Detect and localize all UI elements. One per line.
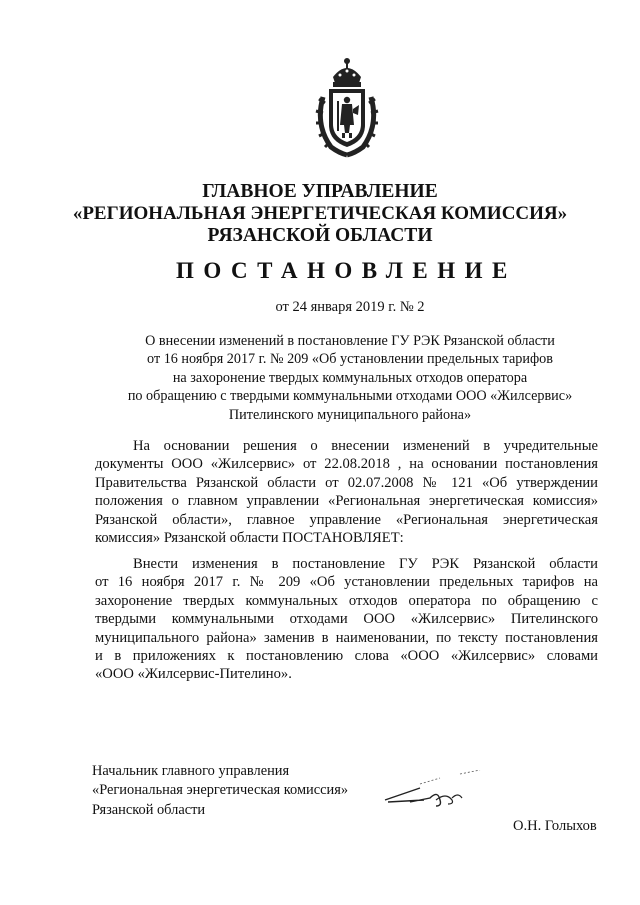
signatory-position-line: Начальник главного управления [92,763,290,779]
signatory-position-line: Рязанской области [92,801,206,818]
subject-line: Пителинского муниципального района» [228,406,472,423]
body-line: Рязанской области», главное управление «Региональная энергетическая [95,511,598,528]
subject-line: по обращению с твердыми коммунальными отходами ООО «Жилсервис» [127,388,573,405]
organization-name-line3: РЯЗАНСКОЙ ОБЛАСТИ [207,225,433,246]
body-line: комиссия» Рязанской области ПОСТАНОВЛЯЕТ: [95,529,404,546]
body-line: захоронение твердых коммунальных отходов оператора по обращению с [95,592,598,609]
body-line: и в приложениях к постановлению слова «ООО «Жилсервис» словами [95,647,598,664]
document-type-title: ПОСТАНОВЛЕНИЕ [176,258,517,283]
signatory-position-line: «Региональная энергетическая комиссия» [92,782,349,799]
body-line: На основании решения о внесении изменений в учредительные [133,438,598,454]
body-line: твердыми коммунальными отходами ООО «Жилсервис» Пителинского [95,611,598,628]
coat-of-arms-icon [309,55,385,159]
subject-line: от 16 ноября 2017 г. № 209 «Об установлении предельных тарифов [147,351,553,368]
subject-line: на захоронение твердых коммунальных отходов оператора [172,369,528,386]
document-subject [110,332,590,424]
body-line: «ООО «Жилсервис-Пителино». [95,666,292,683]
body-line: положения о главном управлении «Региональная энергетическая комиссия» [95,493,598,510]
resolution-paragraph [95,555,598,684]
organization-name-line1: ГЛАВНОЕ УПРАВЛЕНИЕ [202,181,438,202]
body-line: Правительства Рязанской области от 02.07.2008 № 121 «Об утверждении [95,474,598,491]
subject-line: О внесении изменений в постановление ГУ РЭК Рязанской области [145,333,555,349]
body-line: от 16 ноября 2017 г. № 209 «Об установлении предельных тарифов на [95,574,598,591]
body-line: документы ООО «Жилсервис» от 22.08.2018 , на основании постановления [95,456,598,473]
document-date-number: от 24 января 2019 г. № 2 [275,299,425,315]
body-line: муниципального района» заменив в наименовании, по тексту постановления [95,629,598,646]
body-line: Внести изменения в постановление ГУ РЭК Рязанской области [133,556,598,572]
organization-name-line2: «РЕГИОНАЛЬНАЯ ЭНЕРГЕТИЧЕСКАЯ КОМИССИЯ» [72,203,568,224]
signatory-position [92,762,348,820]
preamble-paragraph [95,437,598,547]
signatory-name: О.Н. Голыхов [513,818,597,834]
handwritten-signature-icon [380,770,490,830]
